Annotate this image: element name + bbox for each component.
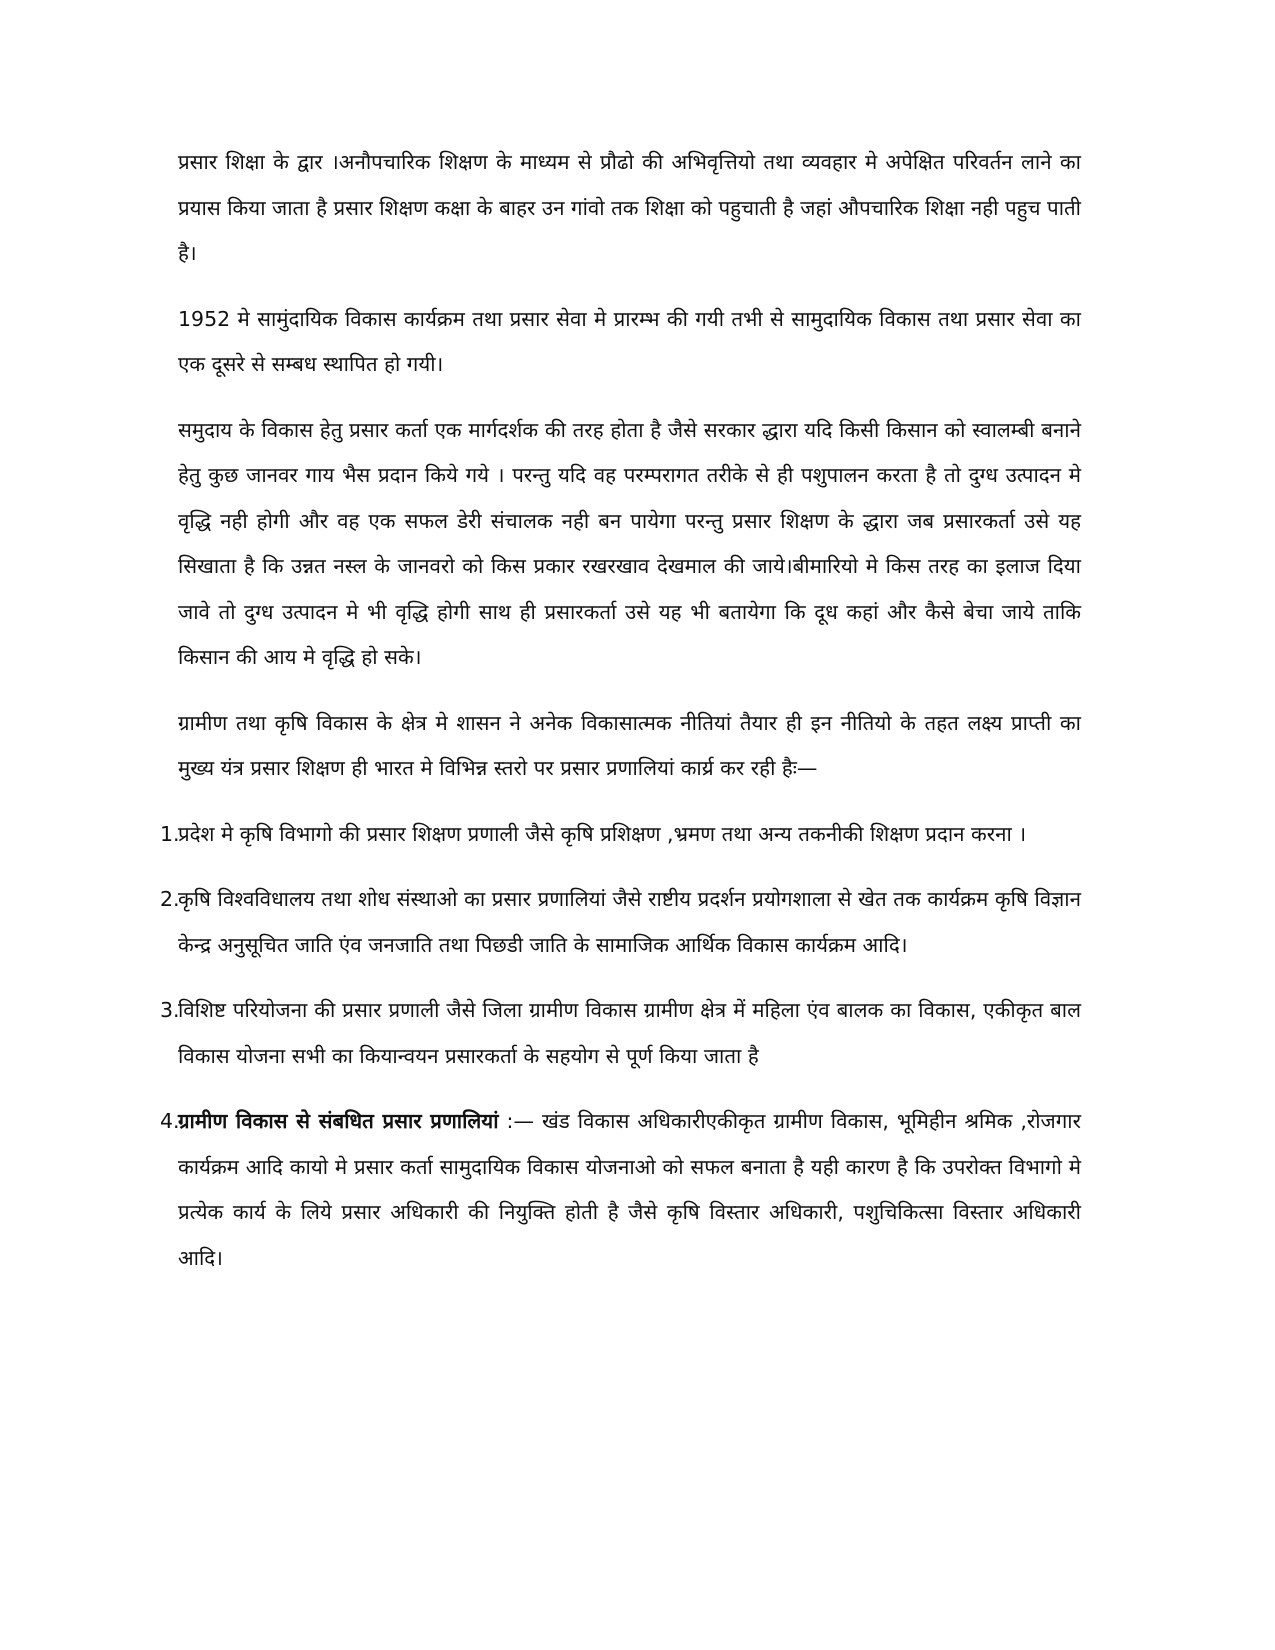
list-item-number: 3. bbox=[160, 998, 180, 1022]
list-item bbox=[160, 877, 1081, 968]
list-item-text: :— खंड विकास अधिकारीएकीकृत ग्रामीण विकास, भूमिहीन श्रमिक ,रोजगार कार्यक्रम आदि कायो मे प्रसार कर्ता सामुदायिक विकास योजनाओ को सफल बनाता है यही कारण है कि उपरोक्त विभागो मे प्रत्येक कार्य के लिये प्रसार अधिकारी की नियुक्ति होती है जैसे कृषि विस्तार अधिकारी, पशुचिकित्सा विस्तार अधिकारी आदि। bbox=[178, 1109, 1081, 1270]
list-item bbox=[160, 812, 1081, 858]
list-item-heading: ग्रामीण विकास से संबधित प्रसार प्रणालियां bbox=[178, 1109, 499, 1133]
document-page bbox=[160, 140, 1081, 1301]
list-item-text: कृषि विश्वविधालय तथा शोध संस्थाओ का प्रसार प्रणालियां जैसे राष्टीय प्रदर्शन प्रयोगशाला से खेत तक कार्यक्रम कृषि विज्ञान केन्द्र अनुसूचित जाति एंव जनजाति तथा पिछडी जाति के सामाजिक आर्थिक विकास कार्यक्रम आदि। bbox=[178, 887, 1081, 957]
list-item-number: 1. bbox=[160, 821, 180, 846]
list-item-number: 2. bbox=[160, 887, 180, 911]
list-item bbox=[160, 988, 1081, 1079]
paragraph-1952-community-development: 1952 मे सामुंदायिक विकास कार्यक्रम तथा प्रसार सेवा मे प्रारम्भ की गयी तभी से सामुदायिक विकास तथा प्रसार सेवा का एक दूसरे से सम्बध स्थापित हो गयी। bbox=[178, 306, 1081, 376]
list-item bbox=[160, 1099, 1081, 1281]
paragraph-extension-education: प्रसार शिक्षा के द्वार ।अनौपचारिक शिक्षण के माध्यम से प्रौढो की अभिवृत्तियो तथा व्यवहार मे अपेक्षित परिवर्तन लाने का प्रयास किया जाता है प्रसार शिक्षण कक्षा के बाहर उन गांवो तक शिक्षा को पहुचाती है जहां औपचारिक शिक्षा नही पहुच पाती है। bbox=[178, 150, 1081, 265]
list-item-text: विशिष्ट परियोजना की प्रसार प्रणाली जैसे जिला ग्रामीण विकास ग्रामीण क्षेत्र में महिला एंव बालक का विकास, एकीकृत बाल विकास योजना सभी का कियान्वयन प्रसारकर्ता के सहयोग से पूर्ण किया जाता है bbox=[178, 998, 1081, 1068]
list-item-number: 4. bbox=[160, 1109, 180, 1133]
extension-systems-list bbox=[160, 812, 1081, 1282]
paragraph-rural-agriculture-policies: ग्रामीण तथा कृषि विकास के क्षेत्र मे शासन ने अनेक विकासात्मक नीतियां तैयार ही इन नीतियो के तहत लक्ष्य प्राप्ती का मुख्य यंत्र प्रसार शिक्षण ही भारत मे विभिन्न स्तरो पर प्रसार प्रणालियां कार्य्र कर रही हैः— bbox=[178, 710, 1081, 780]
paragraph-extension-agent-role: समुदाय के विकास हेतु प्रसार कर्ता एक मार्गदर्शक की तरह होता है जैसे सरकार द्धारा यदि किसी किसान को स्वालम्बी बनाने हेतु कुछ जानवर गाय भैस प्रदान किये गये । परन्तु यदि वह परम्परागत तरीके से ही पशुपालन करता है तो दुग्ध उत्पादन मे वृद्धि नही होगी और वह एक सफल डेरी संचालक नही बन पायेगा परन्तु प्रसार शिक्षण के द्धारा जब प्रसारकर्ता उसे यह सिखाता है कि उन्नत नस्ल के जानवरो को किस प्रकार रखरखाव देखमाल की जाये।बीमारियो मे किस तरह का इलाज दिया जावे तो दुग्ध उत्पादन मे भी वृद्धि होगी साथ ही प्रसारकर्ता उसे यह भी बतायेगा कि दूध कहां और कैसे बेचा जाये ताकि किसान की आय मे वृद्धि हो सके। bbox=[178, 417, 1081, 669]
list-item-text: प्रदेश मे कृषि विभागो की प्रसार शिक्षण प्रणाली जैसे कृषि प्रशिक्षण ,भ्रमण तथा अन्य तकनीकी शिक्षण प्रदान करना । bbox=[178, 821, 1027, 846]
